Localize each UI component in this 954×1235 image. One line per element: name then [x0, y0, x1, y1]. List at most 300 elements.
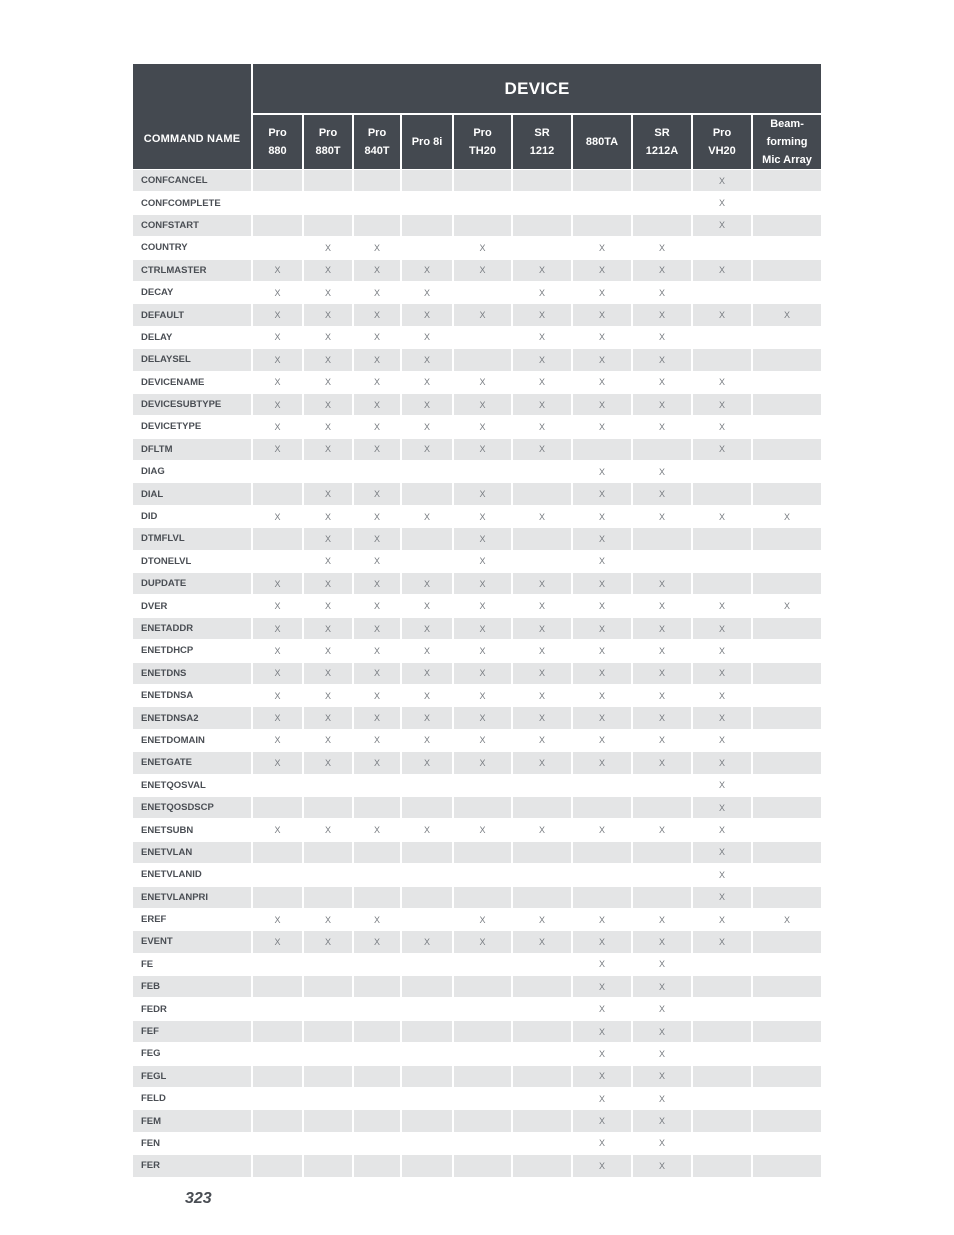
support-mark-cell: X: [573, 818, 633, 840]
support-mark-cell: [753, 706, 821, 728]
table-row: [133, 1065, 821, 1087]
support-mark-cell: X: [693, 415, 753, 437]
support-mark-cell: [354, 953, 402, 975]
support-mark-cell: X: [633, 460, 693, 482]
support-mark-cell: X: [354, 438, 402, 460]
support-mark-cell: X: [402, 662, 454, 684]
support-mark-cell: [253, 841, 304, 863]
support-mark-cell: X: [633, 482, 693, 504]
support-mark-cell: [753, 371, 821, 393]
support-mark-cell: X: [304, 527, 354, 549]
support-mark-cell: X: [253, 326, 304, 348]
support-mark-cell: [753, 482, 821, 504]
support-mark-cell: [402, 908, 454, 930]
support-mark-cell: X: [633, 281, 693, 303]
support-mark-cell: [633, 796, 693, 818]
support-mark-cell: [253, 774, 304, 796]
support-mark-cell: [402, 841, 454, 863]
support-mark-cell: X: [633, 751, 693, 773]
support-mark-cell: X: [573, 460, 633, 482]
support-mark-cell: X: [693, 594, 753, 616]
support-mark-cell: X: [693, 259, 753, 281]
support-mark-cell: [753, 975, 821, 997]
support-mark-cell: X: [693, 751, 753, 773]
support-mark-cell: [633, 214, 693, 236]
support-mark-cell: X: [253, 818, 304, 840]
support-mark-cell: X: [573, 1132, 633, 1154]
support-mark-cell: X: [573, 527, 633, 549]
support-mark-cell: X: [354, 908, 402, 930]
support-mark-cell: [253, 550, 304, 572]
support-mark-cell: X: [573, 639, 633, 661]
command-name-cell: DTONELVL: [133, 550, 253, 572]
support-mark-cell: [402, 953, 454, 975]
page-number: 323: [185, 1190, 212, 1207]
support-mark-cell: X: [454, 930, 513, 952]
support-mark-cell: X: [253, 662, 304, 684]
support-mark-cell: [402, 1087, 454, 1109]
support-mark-cell: X: [253, 393, 304, 415]
support-mark-cell: X: [354, 281, 402, 303]
support-mark-cell: [753, 438, 821, 460]
table-row: [133, 818, 821, 840]
command-name-cell: FER: [133, 1154, 253, 1176]
support-mark-cell: X: [304, 930, 354, 952]
support-mark-cell: X: [633, 505, 693, 527]
command-name-cell: DELAY: [133, 326, 253, 348]
command-name-cell: DVER: [133, 594, 253, 616]
support-mark-cell: [454, 1020, 513, 1042]
support-mark-cell: [402, 191, 454, 213]
command-name-cell: FEG: [133, 1042, 253, 1064]
support-mark-cell: X: [693, 684, 753, 706]
support-mark-cell: [753, 326, 821, 348]
support-mark-cell: X: [633, 908, 693, 930]
support-mark-cell: [304, 169, 354, 191]
support-mark-cell: X: [693, 617, 753, 639]
table-row: [133, 841, 821, 863]
support-mark-cell: [354, 1154, 402, 1176]
command-name-cell: CTRLMASTER: [133, 259, 253, 281]
support-mark-cell: X: [253, 281, 304, 303]
support-mark-cell: [402, 774, 454, 796]
command-name-cell: DELAYSEL: [133, 348, 253, 370]
support-mark-cell: X: [354, 706, 402, 728]
support-mark-cell: X: [304, 818, 354, 840]
support-mark-cell: [402, 863, 454, 885]
support-mark-cell: [573, 169, 633, 191]
support-mark-cell: X: [304, 236, 354, 258]
table-row: [133, 281, 821, 303]
support-mark-cell: X: [753, 303, 821, 325]
table-row: [133, 505, 821, 527]
support-mark-cell: X: [693, 371, 753, 393]
support-mark-cell: [304, 796, 354, 818]
support-mark-cell: [402, 482, 454, 504]
support-mark-cell: X: [573, 1109, 633, 1131]
support-mark-cell: [753, 774, 821, 796]
support-mark-cell: X: [354, 371, 402, 393]
support-mark-cell: X: [454, 236, 513, 258]
support-mark-cell: X: [633, 371, 693, 393]
support-mark-cell: [633, 886, 693, 908]
support-mark-cell: [693, 997, 753, 1019]
support-mark-cell: X: [454, 639, 513, 661]
support-mark-cell: X: [354, 617, 402, 639]
support-mark-cell: X: [354, 729, 402, 751]
support-mark-cell: X: [253, 930, 304, 952]
support-mark-cell: [402, 1154, 454, 1176]
support-mark-cell: X: [454, 259, 513, 281]
support-mark-cell: X: [633, 326, 693, 348]
support-mark-cell: [402, 169, 454, 191]
support-mark-cell: [753, 886, 821, 908]
table-row: [133, 639, 821, 661]
support-mark-cell: [693, 1154, 753, 1176]
command-name-cell: FEF: [133, 1020, 253, 1042]
support-mark-cell: X: [513, 572, 573, 594]
matrix-body: [133, 169, 821, 1177]
support-mark-cell: [402, 236, 454, 258]
support-mark-cell: [454, 281, 513, 303]
support-mark-cell: [253, 460, 304, 482]
support-mark-cell: X: [573, 259, 633, 281]
support-mark-cell: [354, 1132, 402, 1154]
support-mark-cell: X: [693, 863, 753, 885]
command-name-cell: DID: [133, 505, 253, 527]
command-name-cell: DEVICETYPE: [133, 415, 253, 437]
table-row: [133, 1020, 821, 1042]
support-mark-cell: X: [513, 505, 573, 527]
support-mark-cell: X: [693, 818, 753, 840]
command-name-cell: DEVICESUBTYPE: [133, 393, 253, 415]
support-mark-cell: [693, 550, 753, 572]
support-mark-cell: [753, 191, 821, 213]
support-mark-cell: X: [633, 818, 693, 840]
support-mark-cell: [753, 415, 821, 437]
support-mark-cell: X: [633, 348, 693, 370]
support-mark-cell: X: [454, 818, 513, 840]
support-mark-cell: [753, 1042, 821, 1064]
support-mark-cell: X: [354, 482, 402, 504]
support-mark-cell: [633, 841, 693, 863]
support-mark-cell: [402, 527, 454, 549]
support-mark-cell: [513, 975, 573, 997]
support-mark-cell: [513, 841, 573, 863]
support-mark-cell: X: [304, 259, 354, 281]
table-row: [133, 729, 821, 751]
support-mark-cell: [253, 1042, 304, 1064]
support-mark-cell: X: [513, 393, 573, 415]
support-mark-cell: [693, 1087, 753, 1109]
support-mark-cell: X: [633, 415, 693, 437]
support-mark-cell: X: [573, 706, 633, 728]
support-mark-cell: [513, 1042, 573, 1064]
support-mark-cell: [253, 1020, 304, 1042]
command-name-cell: ENETQOSVAL: [133, 774, 253, 796]
support-mark-cell: [253, 527, 304, 549]
support-mark-cell: [454, 1132, 513, 1154]
support-mark-cell: X: [253, 348, 304, 370]
support-mark-cell: [253, 1132, 304, 1154]
support-mark-cell: X: [573, 415, 633, 437]
support-mark-cell: [253, 863, 304, 885]
support-mark-cell: X: [354, 639, 402, 661]
support-mark-cell: X: [354, 415, 402, 437]
support-mark-cell: [513, 169, 573, 191]
support-mark-cell: [454, 774, 513, 796]
support-mark-cell: X: [304, 908, 354, 930]
support-mark-cell: [573, 438, 633, 460]
support-mark-cell: X: [454, 684, 513, 706]
command-name-cell: DEVICENAME: [133, 371, 253, 393]
support-mark-cell: [454, 326, 513, 348]
support-mark-cell: X: [693, 908, 753, 930]
support-mark-cell: X: [402, 684, 454, 706]
table-row: [133, 460, 821, 482]
device-column-header: 880TA: [573, 115, 633, 169]
support-mark-cell: [513, 1065, 573, 1087]
table-row: [133, 438, 821, 460]
support-mark-cell: X: [253, 617, 304, 639]
support-mark-cell: [753, 527, 821, 549]
support-mark-cell: X: [402, 303, 454, 325]
support-mark-cell: X: [454, 505, 513, 527]
table-row: [133, 617, 821, 639]
support-mark-cell: [354, 1020, 402, 1042]
command-name-cell: ENETDHCP: [133, 639, 253, 661]
support-mark-cell: X: [633, 1132, 693, 1154]
support-mark-cell: X: [454, 729, 513, 751]
table-row: [133, 908, 821, 930]
support-mark-cell: [454, 460, 513, 482]
support-mark-cell: [402, 1132, 454, 1154]
command-name-header: COMMAND NAME: [133, 64, 253, 169]
support-mark-cell: [693, 953, 753, 975]
support-mark-cell: X: [513, 594, 573, 616]
support-mark-cell: X: [633, 997, 693, 1019]
support-mark-cell: X: [304, 706, 354, 728]
support-mark-cell: X: [354, 594, 402, 616]
support-mark-cell: X: [402, 729, 454, 751]
support-mark-cell: X: [253, 415, 304, 437]
support-mark-cell: [354, 841, 402, 863]
support-mark-cell: [513, 1087, 573, 1109]
command-name-cell: DFLTM: [133, 438, 253, 460]
support-mark-cell: [753, 169, 821, 191]
support-mark-cell: X: [304, 662, 354, 684]
support-mark-cell: [253, 482, 304, 504]
support-mark-cell: X: [304, 639, 354, 661]
support-mark-cell: [304, 1154, 354, 1176]
support-mark-cell: [513, 997, 573, 1019]
command-name-cell: ENETDNSA: [133, 684, 253, 706]
command-name-cell: ENETDNS: [133, 662, 253, 684]
device-column-header: Pro 8i: [402, 115, 454, 169]
support-mark-cell: [354, 460, 402, 482]
support-mark-cell: [253, 214, 304, 236]
support-mark-cell: [304, 1132, 354, 1154]
support-mark-cell: X: [402, 371, 454, 393]
support-mark-cell: [354, 191, 402, 213]
support-mark-cell: X: [513, 303, 573, 325]
support-mark-cell: [573, 863, 633, 885]
support-mark-cell: [573, 774, 633, 796]
support-mark-cell: [354, 1065, 402, 1087]
support-mark-cell: [693, 572, 753, 594]
support-mark-cell: [253, 169, 304, 191]
support-mark-cell: [354, 169, 402, 191]
support-mark-cell: [304, 863, 354, 885]
support-mark-cell: X: [693, 438, 753, 460]
support-mark-cell: X: [633, 662, 693, 684]
support-mark-cell: X: [454, 438, 513, 460]
support-mark-cell: [454, 975, 513, 997]
support-mark-cell: [454, 1154, 513, 1176]
support-mark-cell: X: [402, 415, 454, 437]
support-mark-cell: [753, 1020, 821, 1042]
support-mark-cell: [753, 662, 821, 684]
support-mark-cell: [753, 953, 821, 975]
support-mark-cell: [402, 975, 454, 997]
support-mark-cell: X: [513, 639, 573, 661]
support-mark-cell: [753, 684, 821, 706]
support-mark-cell: X: [253, 729, 304, 751]
command-name-cell: DTMFLVL: [133, 527, 253, 549]
support-mark-cell: [253, 796, 304, 818]
support-mark-cell: X: [513, 438, 573, 460]
table-row: [133, 684, 821, 706]
support-mark-cell: [513, 214, 573, 236]
support-mark-cell: X: [573, 236, 633, 258]
support-mark-cell: X: [402, 751, 454, 773]
support-mark-cell: [693, 460, 753, 482]
support-mark-cell: [304, 886, 354, 908]
support-mark-cell: [454, 1109, 513, 1131]
support-mark-cell: X: [253, 505, 304, 527]
support-mark-cell: [304, 191, 354, 213]
table-row: [133, 930, 821, 952]
support-mark-cell: X: [454, 751, 513, 773]
support-mark-cell: [304, 774, 354, 796]
support-mark-cell: [693, 281, 753, 303]
support-mark-cell: X: [513, 617, 573, 639]
support-mark-cell: [633, 550, 693, 572]
support-mark-cell: X: [304, 550, 354, 572]
support-mark-cell: X: [573, 1042, 633, 1064]
support-mark-cell: X: [513, 281, 573, 303]
support-mark-cell: [402, 460, 454, 482]
support-mark-cell: X: [304, 393, 354, 415]
support-mark-cell: [354, 214, 402, 236]
support-mark-cell: X: [633, 1020, 693, 1042]
table-row: [133, 1132, 821, 1154]
support-mark-cell: X: [573, 975, 633, 997]
support-mark-cell: [573, 886, 633, 908]
support-mark-cell: X: [633, 684, 693, 706]
table-row: [133, 774, 821, 796]
support-mark-cell: X: [513, 371, 573, 393]
support-mark-cell: X: [454, 594, 513, 616]
support-mark-cell: [513, 1154, 573, 1176]
support-mark-cell: X: [573, 1020, 633, 1042]
support-mark-cell: X: [253, 706, 304, 728]
support-mark-cell: X: [253, 438, 304, 460]
table-row: [133, 415, 821, 437]
support-mark-cell: X: [402, 393, 454, 415]
support-mark-cell: [402, 796, 454, 818]
table-row: [133, 1042, 821, 1064]
table-row: [133, 527, 821, 549]
device-column-header: Pro 840T: [354, 115, 402, 169]
support-mark-cell: X: [513, 930, 573, 952]
support-mark-cell: [454, 886, 513, 908]
support-mark-cell: X: [354, 303, 402, 325]
support-mark-cell: [513, 774, 573, 796]
support-mark-cell: X: [513, 729, 573, 751]
support-mark-cell: X: [354, 751, 402, 773]
support-mark-cell: [454, 169, 513, 191]
table-row: [133, 191, 821, 213]
support-mark-cell: X: [513, 818, 573, 840]
command-name-cell: CONFCANCEL: [133, 169, 253, 191]
support-mark-cell: X: [753, 908, 821, 930]
support-mark-cell: [753, 863, 821, 885]
support-mark-cell: [304, 1020, 354, 1042]
support-mark-cell: X: [402, 818, 454, 840]
support-mark-cell: X: [573, 729, 633, 751]
support-mark-cell: [454, 953, 513, 975]
support-mark-cell: X: [304, 505, 354, 527]
support-mark-cell: [402, 1020, 454, 1042]
device-column-header: Beam- forming Mic Array: [753, 115, 821, 169]
command-name-cell: ENETADDR: [133, 617, 253, 639]
support-mark-cell: [753, 259, 821, 281]
support-mark-cell: X: [693, 505, 753, 527]
support-mark-cell: [304, 1065, 354, 1087]
support-mark-cell: X: [693, 214, 753, 236]
support-mark-cell: X: [693, 886, 753, 908]
support-mark-cell: [693, 326, 753, 348]
table-row: [133, 796, 821, 818]
support-mark-cell: [753, 393, 821, 415]
support-mark-cell: [354, 886, 402, 908]
support-mark-cell: X: [573, 326, 633, 348]
support-mark-cell: [513, 1109, 573, 1131]
support-mark-cell: [753, 841, 821, 863]
support-mark-cell: X: [633, 393, 693, 415]
support-mark-cell: [454, 1065, 513, 1087]
support-mark-cell: [693, 236, 753, 258]
support-mark-cell: [513, 863, 573, 885]
support-mark-cell: [402, 1042, 454, 1064]
support-mark-cell: X: [354, 505, 402, 527]
device-column-header: Pro VH20: [693, 115, 753, 169]
support-mark-cell: [253, 1154, 304, 1176]
command-name-cell: CONFCOMPLETE: [133, 191, 253, 213]
table-row: [133, 169, 821, 191]
support-mark-cell: X: [304, 729, 354, 751]
support-mark-cell: X: [304, 371, 354, 393]
support-mark-cell: X: [573, 303, 633, 325]
support-mark-cell: X: [513, 259, 573, 281]
support-mark-cell: X: [402, 438, 454, 460]
support-mark-cell: X: [573, 371, 633, 393]
table-row: [133, 1087, 821, 1109]
command-name-cell: DEFAULT: [133, 303, 253, 325]
support-mark-cell: X: [633, 1065, 693, 1087]
support-mark-cell: X: [454, 482, 513, 504]
